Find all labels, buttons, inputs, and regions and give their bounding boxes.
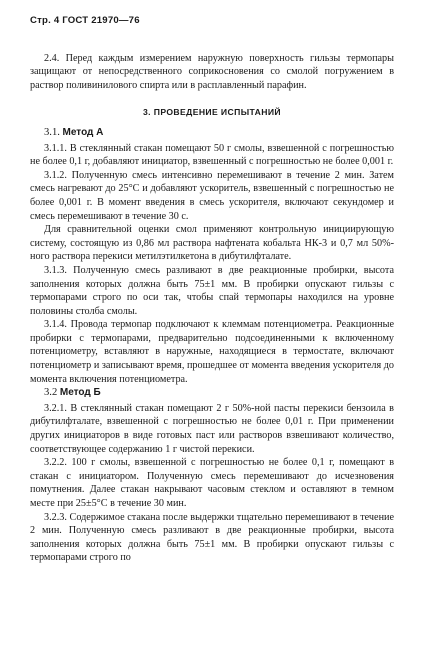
method-b-heading xyxy=(44,386,394,400)
paragraph-2-4: 2.4. Перед каждым измерением наружную поверхность гильзы термопары защищают от непосредственного соприкосновения со смолой погружением в раствор поливинилового спирта или в расплавленный парафин. xyxy=(30,52,394,91)
paragraph-3-2-3: 3.2.3. Содержимое стакана после выдержки тщательно перемешивают в течение 2 мин. Полученную смесь разливают в две реакционные пробирки, высота заполнения которых должна быть 75±1 мм. В пробирки опускают гильзы с термопарами строго по xyxy=(30,511,394,564)
method-a-number: 3.1. xyxy=(44,126,60,138)
paragraph-3-1-4: 3.1.4. Провода термопар подключают к клеммам потенциометра. Реакционные пробирки с термопарами, предварительно подсоединенными к включенному потенциометру, вставляют в наружные, находящиеся в термостате, включают потенциометр и записывают время, прошедшее от момента введения ускорителя до момента включения потенциометра. xyxy=(30,319,394,385)
spacer xyxy=(30,28,394,52)
method-a-name: Метод А xyxy=(62,126,104,138)
method-b-number: 3.2 xyxy=(44,387,58,399)
section-title: 3. ПРОВЕДЕНИЕ ИСПЫТАНИЙ xyxy=(143,107,281,118)
paragraph-3-2-2: 3.2.2. 100 г смолы, взвешенной с погрешностью не более 0,1 г, помещают в стакан с инициатором. Полученную смесь перемешивают до исчезновения помутнения. Далее стакан накрывают часовым стеклом и оставляют в темном месте при 25±5°С в течение 30 мин. xyxy=(30,457,394,509)
paragraph-3-1-2: 3.1.2. Полученную смесь интенсивно перемешивают в течение 2 мин. Затем смесь нагревают до 25°С и добавляют ускоритель, взвешенный с погрешностью не более 0,001 г. В момент введения в смесь ускорителя, включают секундомер и смесь перемешивают в течение 30 с. xyxy=(30,169,394,222)
method-b-name: Метод Б xyxy=(59,387,101,399)
document-page xyxy=(30,14,394,565)
paragraph-3-1-3: 3.1.3. Полученную смесь разливают в две реакционные пробирки, высота заполнения которых должна быть 75±1 мм. В пробирки опускают гильзы с термопарами строго по оси так, чтобы спай термопары находился на уровне половины столба смолы. xyxy=(30,264,394,317)
paragraph-3-2-1: 3.2.1. В стеклянный стакан помещают 2 г 50%-ной пасты перекиси бензоила в дибутилфталате, взвешенной с погрешностью не более 0,01 г. При применении других инициаторов в виде готовых паст или растворов взвешивают количество, соответствующее содержанию 1 г чистой перекиси. xyxy=(30,402,394,455)
paragraph-3-1-1: 3.1.1. В стеклянный стакан помещают 50 г смолы, взвешенной с погрешностью не более 0,1 г, добавляют инициатор, взвешенный с погрешностью не более 0,001 г. xyxy=(30,142,394,168)
paragraph-control-system: Для сравнительной оценки смол применяют контрольную инициирующую систему, состоящую из 0,86 мл раствора нафтената кобальта НК-3 и 0,7 мл 50%-ного раствора перекиси метилэтилкетона в дибутилфталате. xyxy=(30,224,394,263)
method-a-heading xyxy=(44,126,394,140)
page-header: Стр. 4 ГОСТ 21970—76 xyxy=(30,15,140,26)
